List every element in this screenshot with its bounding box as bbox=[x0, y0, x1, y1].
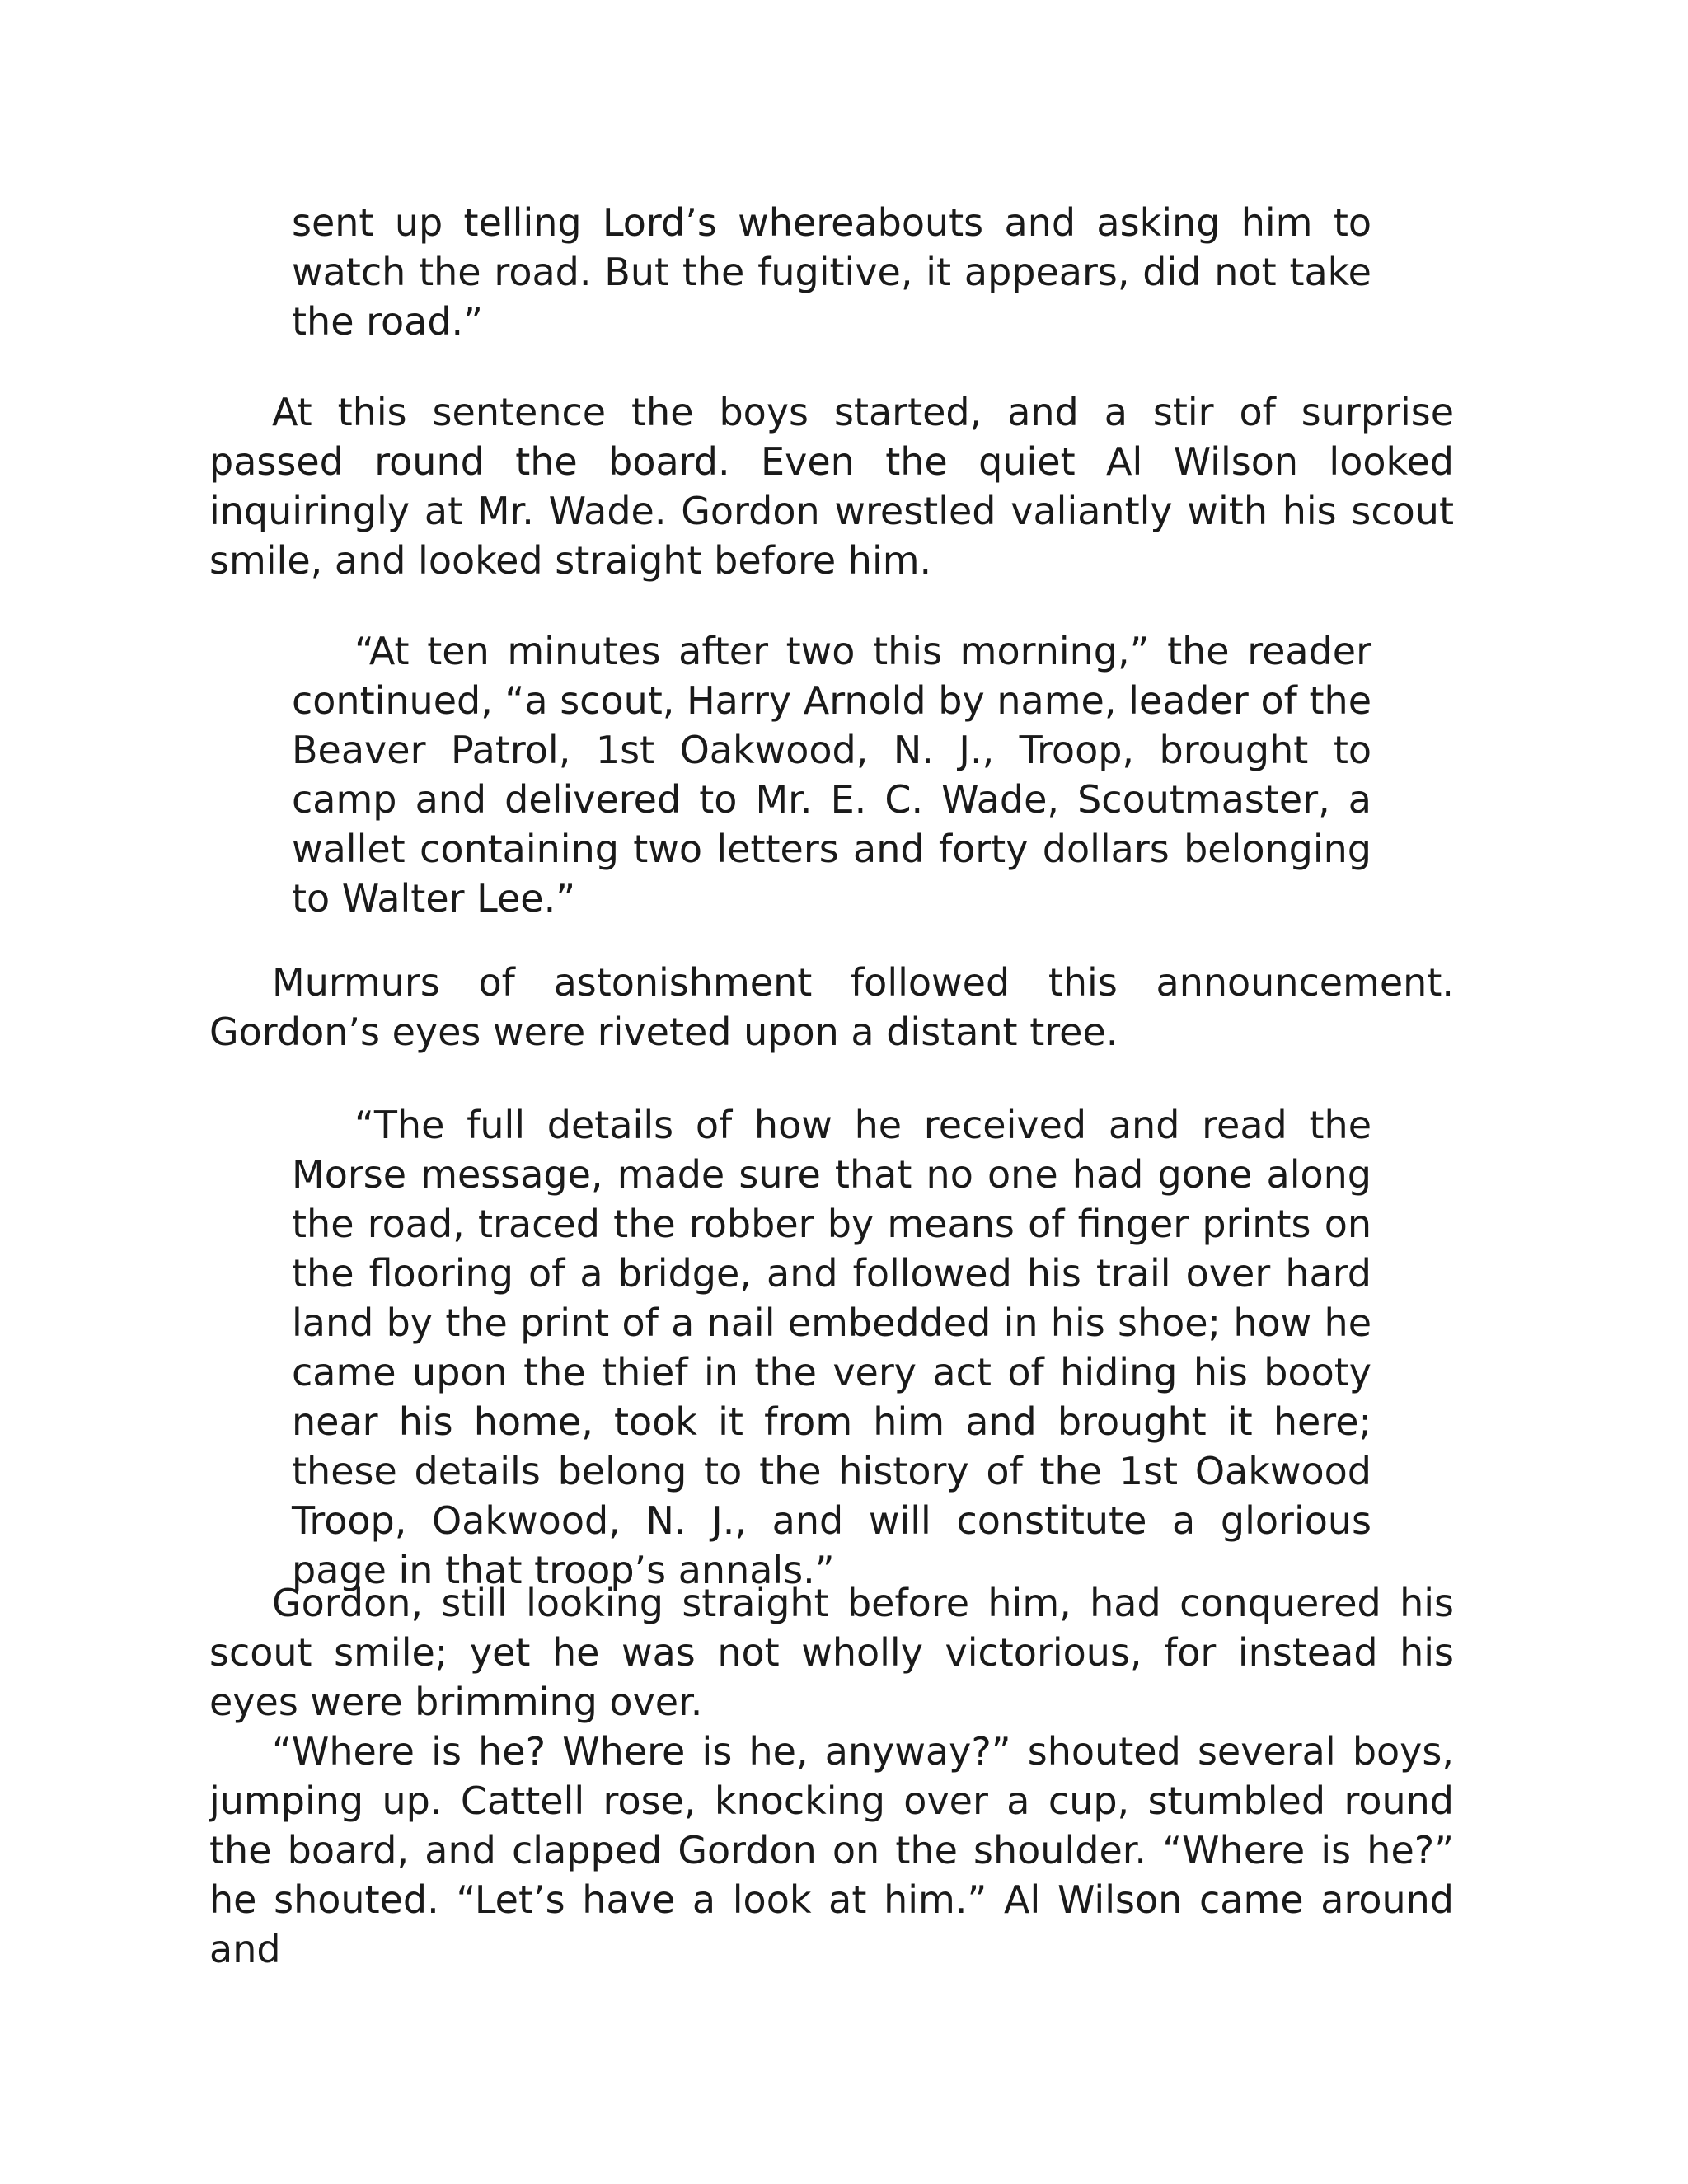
narrative-paragraph: Murmurs of astonishment followed this announcement. Gordon’s eyes were riveted upon a distant tree. bbox=[209, 960, 1454, 1054]
narrative-paragraph: “Where is he? Where is he, anyway?” shouted several boys, jumping up. Cattell rose, knocking over a cup, stumbled round the board, and clapped Gordon on the shoulder. “Where is he?” he shouted. “Let’s have a look at him.” Al Wilson came around and bbox=[209, 1729, 1454, 1971]
narrative-paragraph: Gordon, still looking straight before him, had conquered his scout smile; yet he was not wholly victorious, for instead his eyes were brimming over. bbox=[209, 1581, 1454, 1724]
narrative-paragraph: At this sentence the boys started, and a stir of surprise passed round the board. Even the quiet Al Wilson looked inquiringly at Mr. Wade. Gordon wrestled valiantly with his scout smile, and looked straight before him. bbox=[209, 390, 1454, 583]
quoted-passage: “The full details of how he received and read the Morse message, made sure that no one had gone along the road, traced the robber by means of finger prints on the flooring of a bridge, and followed his trail over hard land by the print of a nail embedded in his shoe; how he came upon the thief in the very act of hiding his booty near his home, took it from him and brought it here; these details belong to the history of the 1st Oakwood Troop, Oakwood, N. J., and will constitute a glorious page in that troop’s annals.” bbox=[292, 1103, 1372, 1592]
quoted-passage-continuation: sent up telling Lord’s whereabouts and asking him to watch the road. But the fugitive, it appears, did not take the road.” bbox=[292, 200, 1372, 344]
quoted-passage: “At ten minutes after two this morning,” the reader continued, “a scout, Harry Arnold by name, leader of the Beaver Patrol, 1st Oakwood, N. J., Troop, brought to camp and delivered to Mr. E. C. Wade, Scoutmaster, a wallet containing two letters and forty dollars belonging to Walter Lee.” bbox=[292, 629, 1372, 921]
